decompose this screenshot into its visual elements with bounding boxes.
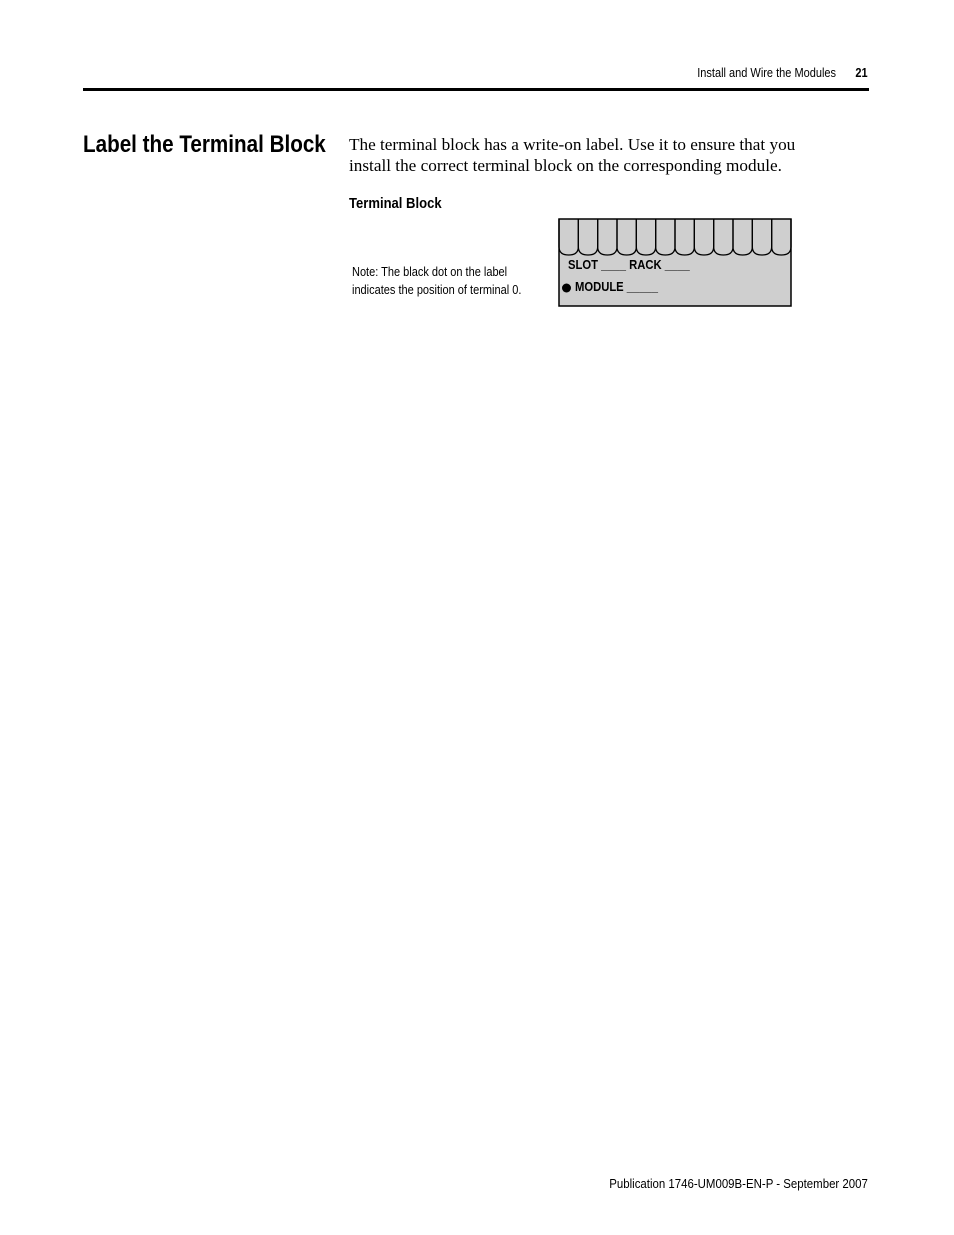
terminal-block-illustration bbox=[558, 218, 792, 307]
body-line-1: The terminal block has a write-on label. Use it to ensure that you bbox=[349, 135, 796, 154]
running-header bbox=[698, 66, 868, 80]
body-line-2: install the correct terminal block on the corresponding module. bbox=[349, 155, 782, 175]
page-number: 21 bbox=[855, 66, 868, 80]
body-paragraph bbox=[349, 135, 849, 176]
terminal-zero-dot bbox=[562, 284, 571, 293]
header-rule bbox=[83, 88, 869, 91]
section-heading: Label the Terminal Block bbox=[83, 131, 326, 158]
figure-note bbox=[352, 264, 541, 299]
slot-rack-label: SLOT ____ RACK ____ bbox=[568, 257, 690, 273]
module-label: MODULE _____ bbox=[575, 279, 659, 295]
header-section-title: Install and Wire the Modules bbox=[697, 66, 837, 80]
figure-note-line-2: indicates the position of terminal 0. bbox=[352, 282, 522, 297]
figure-title: Terminal Block bbox=[349, 196, 442, 212]
figure-note-line-1: Note: The black dot on the label bbox=[352, 265, 508, 279]
footer-publication: Publication 1746-UM009B-EN-P - September 2007 bbox=[609, 1176, 868, 1191]
